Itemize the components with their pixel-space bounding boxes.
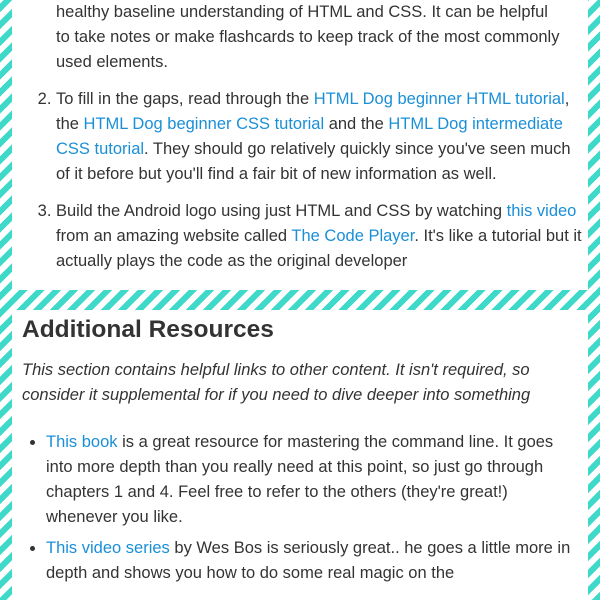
this-book-link[interactable]: This book [46, 433, 118, 451]
step-2-text-a: To fill in the gaps, read through the [56, 90, 314, 108]
resource-video-series-text: by Wes Bos is seriously great.. he goes a little more in depth and shows you how to do some real magic on the [46, 539, 571, 582]
resource-item-video-series [46, 536, 578, 586]
step-item-1 [56, 0, 588, 75]
html-dog-beginner-css-link[interactable]: HTML Dog beginner CSS tutorial [83, 115, 325, 133]
step-item-3 [56, 199, 588, 274]
additional-resources-panel [12, 310, 588, 600]
lesson-steps-panel [12, 0, 588, 290]
step-3-text-c: . It's like a tutorial but it actually plays the code as the original developer [56, 227, 582, 270]
steps-list [12, 0, 588, 274]
the-code-player-link[interactable]: The Code Player [291, 227, 415, 245]
this-video-series-link[interactable]: This video series [46, 539, 170, 557]
step-2-text-b: , the [56, 90, 570, 133]
step-item-2 [56, 87, 588, 187]
section-title: Additional Resources [22, 316, 274, 343]
html-dog-intermediate-css-link[interactable]: HTML Dog intermediate CSS tutorial [56, 115, 563, 158]
step-1-text: to take notes or make flashcards to keep track of the most commonly used elements. [56, 28, 560, 71]
step-3-text-a: Build the Android logo using just HTML and CSS by watching [56, 202, 507, 220]
resource-book-text: is a great resource for mastering the command line. It goes into more depth than you really need at this point, so just go through chapters 1 and 4. Feel free to refer to the others (they're great!) whenever you like. [46, 433, 554, 526]
resource-item-book [46, 430, 578, 530]
section-intro: This section contains helpful links to other content. It isn't required, so consider it supplemental for if you need to dive deeper into something [22, 361, 531, 404]
resources-list [12, 430, 588, 586]
step-3-text-b: from an amazing website called [56, 227, 292, 245]
html-dog-beginner-html-link[interactable]: HTML Dog beginner HTML tutorial [313, 90, 565, 108]
step-2-text-c: and the [324, 115, 389, 133]
step-2-text-d: . They should go relatively quickly since you've seen much of it before but you'll find a fair bit of new information as well. [56, 140, 571, 183]
this-video-link[interactable]: this video [506, 202, 577, 220]
step-1-cutoff-text: healthy baseline understanding of HTML and CSS. It can be helpful [56, 3, 548, 21]
